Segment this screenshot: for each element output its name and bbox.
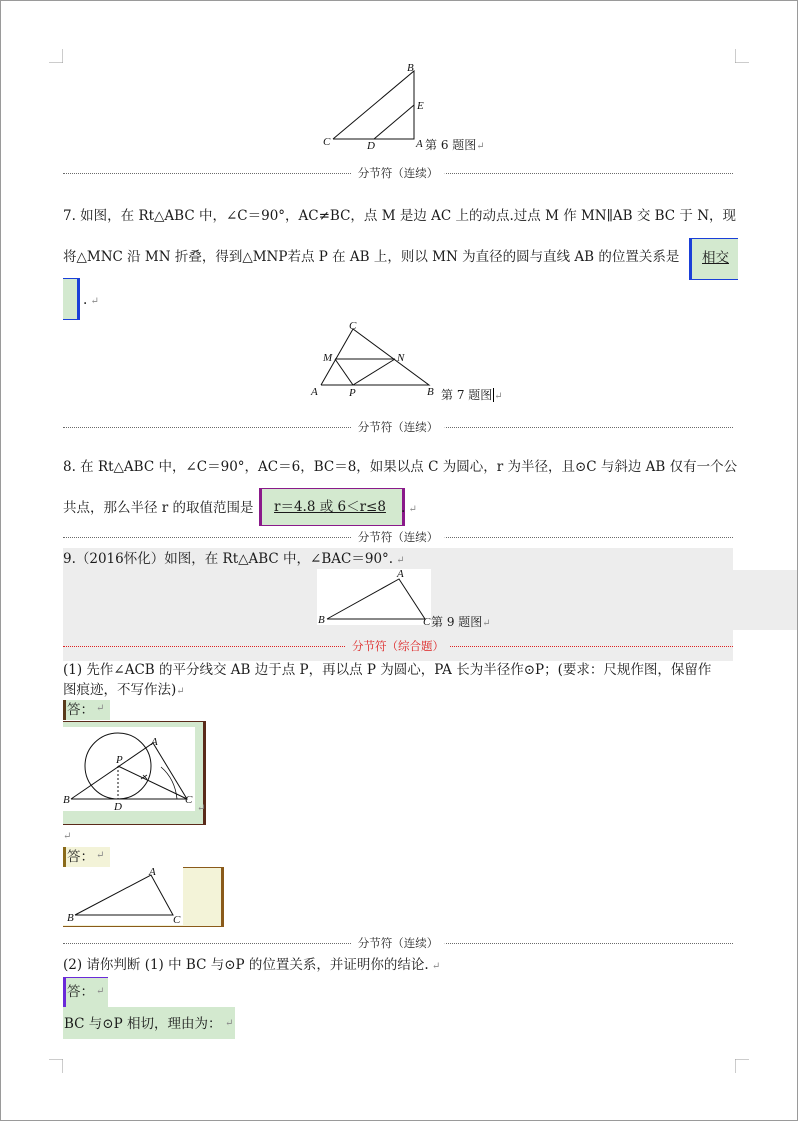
section-break-continuous-2: 分节符（连续） bbox=[63, 419, 733, 437]
ans1-label-d: D bbox=[114, 801, 122, 811]
figure-6-caption: 第 6 题图↵ bbox=[425, 138, 485, 152]
q7-line-2: 将△MNC 沿 MN 折叠，得到△MNP若点 P 在 AB 上，则以 MN 为直径的圆与直线 AB 的位置关系是 bbox=[63, 249, 680, 265]
answer-2-label-box: 答： ↵ bbox=[63, 847, 110, 867]
fig6-label-d: D bbox=[367, 140, 375, 151]
q8-answer-tail: . ↵ bbox=[401, 500, 417, 516]
ans1-label-b: B bbox=[63, 794, 70, 806]
crop-mark-top-right bbox=[735, 49, 749, 63]
q8-answer: r＝4.8 或 6＜r≤8 bbox=[274, 499, 386, 515]
section-break-comprehensive: 分节符（综合题） bbox=[63, 638, 733, 656]
answer-2-diagram bbox=[63, 867, 183, 925]
q9-shaded-overflow bbox=[733, 570, 797, 630]
answer-2-label: 答： bbox=[67, 849, 94, 865]
q8-line-1: 8. 在 Rt△ABC 中，∠C＝90°，AC＝6，BC＝8，如果以点 C 为圆心，r 为半径，且⊙C 与斜边 AB 仅有一个公 bbox=[63, 459, 738, 475]
figure-6-diagram bbox=[319, 61, 429, 151]
ans2-label-a: A bbox=[149, 867, 156, 878]
fig9-label-c: C bbox=[423, 616, 431, 628]
answer-3-label: 答： bbox=[67, 984, 94, 1000]
q9-intro: 9.（2016怀化）如图，在 Rt△ABC 中，∠BAC＝90°. ↵ bbox=[63, 551, 405, 567]
q9-part2: (2) 请你判断 (1) 中 BC 与⊙P 的位置关系，并证明你的结论. ↵ bbox=[63, 957, 441, 973]
crop-mark-bottom-right bbox=[735, 1059, 749, 1073]
ans1-label-p: P bbox=[116, 754, 123, 766]
q8-line-2: 共点，那么半径 r 的取值范围是 bbox=[63, 500, 254, 516]
crop-mark-top-left bbox=[49, 49, 63, 63]
fig6-label-b: B bbox=[407, 62, 414, 74]
fig7-label-a: A bbox=[311, 386, 318, 398]
figure-7-caption: 第 7 题图 ↵ bbox=[441, 388, 503, 402]
answer-3-text: BC 与⊙P 相切，理由为： bbox=[64, 1016, 222, 1032]
fig7-label-n: N bbox=[397, 352, 405, 364]
fig6-label-a: A bbox=[416, 138, 423, 150]
crop-mark-bottom-left bbox=[49, 1059, 63, 1073]
ans2-label-c: C bbox=[173, 914, 181, 925]
answer-3-label-box: 答： ↵ bbox=[63, 977, 108, 1009]
q9-part1-line-2: 图痕迹，不写作法)↵ bbox=[63, 682, 185, 698]
ans1-label-c: C bbox=[185, 794, 193, 806]
q8-answer-box bbox=[259, 488, 405, 526]
q7-answer-box-end bbox=[63, 278, 80, 320]
q7-answer-tail: . ↵ bbox=[83, 292, 99, 308]
answer-1-construction-diagram bbox=[63, 727, 195, 811]
section-break-continuous-1: 分节符（连续） bbox=[63, 165, 733, 183]
section-break-continuous-4: 分节符（连续） bbox=[63, 935, 733, 953]
fig9-label-a: A bbox=[397, 568, 404, 580]
ans1-label-a: A bbox=[151, 736, 158, 748]
fig7-label-b: B bbox=[427, 386, 434, 398]
fig9-label-b: B bbox=[318, 614, 325, 626]
answer-1-label-box: 答： ↵ bbox=[63, 700, 110, 720]
figure-9-caption: 第 9 题图↵ bbox=[431, 615, 491, 629]
q9-part1-line-1: (1) 先作∠ACB 的平分线交 AB 边于点 P，再以点 P 为圆心，PA 长为半径作⊙P；(要求：尺规作图，保留作 bbox=[63, 662, 712, 678]
q7-line-1: 7. 如图，在 Rt△ABC 中，∠C＝90°，AC≠BC，点 M 是边 AC 上的动点.过点 M 作 MN∥AB 交 BC 于 N，现 bbox=[63, 208, 737, 224]
answer-1-paragraph-mark: ↵ bbox=[197, 803, 206, 814]
section-break-continuous-3: 分节符（连续） bbox=[63, 529, 733, 547]
ans2-label-b: B bbox=[67, 912, 74, 924]
q7-answer: 相交 bbox=[702, 250, 729, 266]
answer-1-label: 答： bbox=[67, 702, 94, 718]
figure-7-diagram bbox=[307, 319, 443, 401]
answer-3-text-box: BC 与⊙P 相切，理由为： ↵ bbox=[63, 1007, 235, 1039]
q7-answer-box-start bbox=[689, 238, 738, 280]
empty-paragraph-mark: ↵ bbox=[63, 831, 72, 842]
fig7-label-p: P bbox=[349, 387, 356, 399]
fig7-label-c: C bbox=[349, 320, 357, 332]
fig7-label-m: M bbox=[323, 352, 333, 364]
fig6-label-e: E bbox=[417, 100, 424, 112]
figure-9-diagram bbox=[317, 567, 433, 629]
fig6-label-c: C bbox=[323, 136, 331, 148]
